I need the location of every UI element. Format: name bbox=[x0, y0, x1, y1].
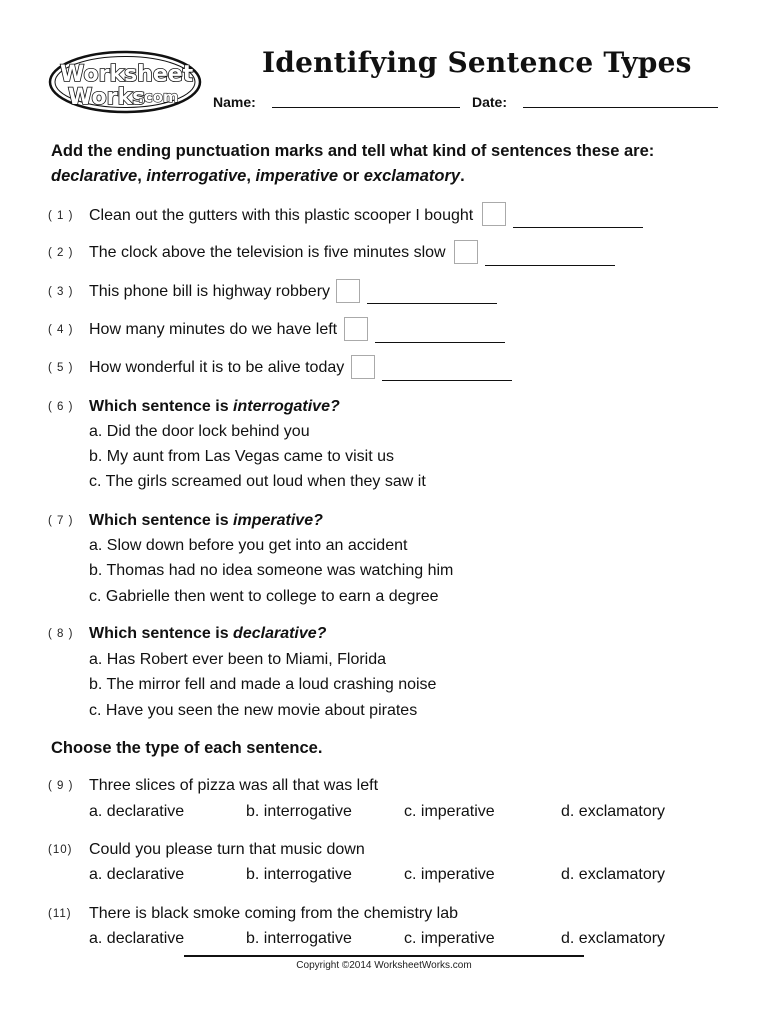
question-text: Could you please turn that music down bbox=[89, 841, 365, 858]
question-number: (11) bbox=[48, 908, 72, 920]
name-label: Name: bbox=[213, 94, 256, 110]
question-text: Clean out the gutters with this plastic scooper I bought bbox=[89, 207, 474, 224]
question-text: Three slices of pizza was all that was left bbox=[89, 777, 379, 794]
answer-line[interactable] bbox=[367, 303, 497, 304]
type-imperative: imperative bbox=[255, 167, 339, 185]
prompt-text: Which sentence is bbox=[89, 398, 234, 415]
punctuation-box[interactable] bbox=[482, 202, 506, 226]
question-number: ( 2 ) bbox=[48, 247, 74, 259]
answer-line[interactable] bbox=[375, 342, 505, 343]
separator: , bbox=[137, 167, 147, 185]
type-interrogative: interrogative bbox=[146, 167, 247, 185]
separator: . bbox=[460, 167, 465, 185]
type-declarative: declarative bbox=[51, 167, 138, 185]
answer-line[interactable] bbox=[485, 265, 615, 266]
option-a[interactable]: a. Did the door lock behind you bbox=[89, 423, 310, 440]
worksheetworks-logo bbox=[48, 50, 202, 114]
logo-text-worksheet: Worksheet bbox=[60, 62, 194, 87]
question-number: ( 4 ) bbox=[48, 324, 74, 336]
prompt-type: interrogative? bbox=[233, 398, 340, 415]
date-label: Date: bbox=[472, 94, 508, 110]
question-text: How many minutes do we have left bbox=[89, 321, 338, 338]
question-text: This phone bill is highway robbery bbox=[89, 283, 331, 300]
prompt-type: imperative? bbox=[233, 512, 323, 529]
option-c[interactable]: c. Have you seen the new movie about pirates bbox=[89, 702, 418, 719]
question-text: There is black smoke coming from the chemistry lab bbox=[89, 905, 459, 922]
separator: or bbox=[338, 167, 364, 185]
option-exclamatory[interactable]: d. exclamatory bbox=[561, 930, 666, 947]
instructions-line1: Add the ending punctuation marks and tell what kind of sentences these are: bbox=[51, 142, 655, 160]
option-b[interactable]: b. My aunt from Las Vegas came to visit us bbox=[89, 448, 395, 465]
logo-text-com: .com bbox=[138, 88, 179, 106]
footer-divider bbox=[184, 955, 584, 957]
option-b[interactable]: b. Thomas had no idea someone was watching him bbox=[89, 562, 454, 579]
option-declarative[interactable]: a. declarative bbox=[89, 803, 185, 820]
date-field[interactable] bbox=[523, 107, 718, 108]
separator: , bbox=[246, 167, 256, 185]
section-heading: Choose the type of each sentence. bbox=[51, 739, 323, 757]
answer-line[interactable] bbox=[382, 380, 512, 381]
option-c[interactable]: c. The girls screamed out loud when they saw it bbox=[89, 473, 426, 490]
instructions-line2 bbox=[51, 167, 465, 186]
question-number: ( 8 ) bbox=[48, 628, 74, 640]
question-text: The clock above the television is five minutes slow bbox=[89, 244, 446, 261]
question-text: How wonderful it is to be alive today bbox=[89, 359, 345, 376]
logo-text-works: Works bbox=[68, 85, 146, 110]
option-declarative[interactable]: a. declarative bbox=[89, 930, 185, 947]
page-title: Identifying Sentence Types bbox=[262, 46, 692, 79]
answer-line[interactable] bbox=[513, 227, 643, 228]
question-number: ( 6 ) bbox=[48, 401, 74, 413]
option-c[interactable]: c. Gabrielle then went to college to earn a degree bbox=[89, 588, 439, 605]
punctuation-box[interactable] bbox=[336, 279, 360, 303]
question-number: (10) bbox=[48, 844, 73, 856]
option-interrogative[interactable]: b. interrogative bbox=[246, 930, 352, 947]
question-prompt bbox=[89, 625, 326, 643]
option-b[interactable]: b. The mirror fell and made a loud crashing noise bbox=[89, 676, 437, 693]
punctuation-box[interactable] bbox=[344, 317, 368, 341]
question-number: ( 9 ) bbox=[48, 780, 74, 792]
option-interrogative[interactable]: b. interrogative bbox=[246, 803, 352, 820]
option-declarative[interactable]: a. declarative bbox=[89, 866, 185, 883]
name-field[interactable] bbox=[272, 107, 460, 108]
option-exclamatory[interactable]: d. exclamatory bbox=[561, 803, 666, 820]
prompt-text: Which sentence is bbox=[89, 625, 234, 642]
option-exclamatory[interactable]: d. exclamatory bbox=[561, 866, 666, 883]
question-prompt bbox=[89, 512, 323, 530]
prompt-type: declarative? bbox=[233, 625, 327, 642]
question-number: ( 1 ) bbox=[48, 210, 74, 222]
punctuation-box[interactable] bbox=[454, 240, 478, 264]
question-prompt bbox=[89, 398, 340, 416]
option-imperative[interactable]: c. imperative bbox=[404, 866, 495, 883]
question-number: ( 3 ) bbox=[48, 286, 74, 298]
type-exclamatory: exclamatory bbox=[363, 167, 461, 185]
option-imperative[interactable]: c. imperative bbox=[404, 930, 495, 947]
option-a[interactable]: a. Slow down before you get into an accident bbox=[89, 537, 408, 554]
question-number: ( 7 ) bbox=[48, 515, 74, 527]
question-number: ( 5 ) bbox=[48, 362, 74, 374]
prompt-text: Which sentence is bbox=[89, 512, 234, 529]
option-interrogative[interactable]: b. interrogative bbox=[246, 866, 352, 883]
option-imperative[interactable]: c. imperative bbox=[404, 803, 495, 820]
copyright-text: Copyright ©2014 WorksheetWorks.com bbox=[296, 960, 472, 971]
option-a[interactable]: a. Has Robert ever been to Miami, Florida bbox=[89, 651, 387, 668]
punctuation-box[interactable] bbox=[351, 355, 375, 379]
